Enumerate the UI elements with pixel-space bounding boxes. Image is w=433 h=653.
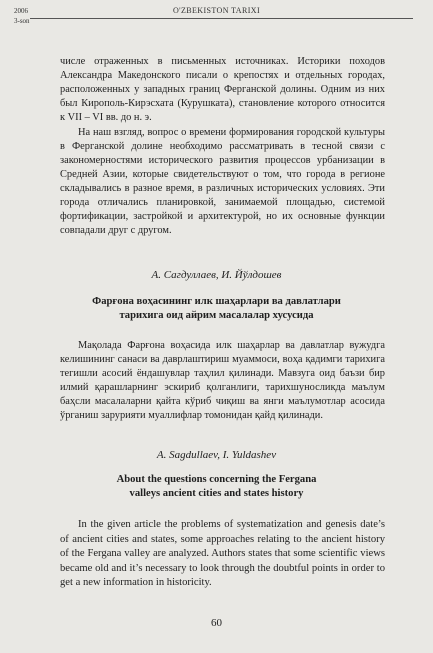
issue-label: 3-son	[14, 17, 30, 25]
english-title-line-1: About the questions concerning the Fergana	[116, 474, 317, 485]
uzbek-title-line-2: тарихига оид айрим масалалар хусусида	[119, 310, 314, 321]
english-title	[40, 473, 393, 501]
russian-text-1: числе отраженных в письменных источниках. Историки походов Александра Македонского писали о крепостях и отдельных городах, расположенных у западных границ Ферганской долины. Одним из них был Кирополь-Кирэсхата (Курушката), становление которого относится к VII – VI вв. до н. э.	[60, 56, 385, 123]
uzbek-abstract	[60, 339, 385, 423]
uzbek-title-line-1: Фарғона воҳасининг илк шаҳарлари ва давлатлари	[92, 296, 341, 307]
journal-title: O'ZBEKISTON TARIXI	[172, 6, 261, 15]
uzbek-title	[40, 295, 393, 323]
russian-text-2: На наш взгляд, вопрос о времени формирования городской культуры в Ферганской долине необходимо рассматривать в тесной связи с закономерностями исторического развития процессов урбанизации в Средней Азии, которые свидетельствуют о том, что города в регионе складывались в разное время, в различных исторических условиях. Эти города отличались планировкой, занимаемой площадью, системой фортификации, застройкой и архитектурой, но их основные функции совпадали друг с другом.	[60, 127, 385, 236]
english-title-line-2: valleys ancient cities and states history	[129, 488, 304, 499]
russian-paragraph-1	[60, 55, 385, 125]
russian-paragraph-2	[60, 126, 385, 238]
english-abstract-text: In the given article the problems of systematization and genesis date’s of ancient cities and states, some approaches relating to the ancient history of the Fergana valley are analyzed. Authors states that some scientific views became old and it’s necessary to look through the doubtful points in order to get a new information in historicity.	[60, 519, 385, 588]
english-abstract	[60, 518, 385, 591]
header-rule	[30, 18, 413, 19]
page-number: 60	[211, 617, 222, 629]
year-label: 2006	[14, 7, 28, 15]
english-authors: A. Sagdullaev, I. Yuldashev	[156, 449, 277, 461]
uzbek-abstract-text: Мақолада Фарғона воҳасида илк шаҳарлар ва давлатлар вужудга келишининг санаси ва даврлаштириш муаммоси, воҳа қадимги тарихига тегишли асосий ёндашувлар таҳлил қилинади. Мавзуга оид баъзи бир илмий қарашларнинг эскириб қолганлиги, тарихшуносликда маълум баҳсли масалаларни қайта кўриб чиқиш ва янги маълумотлар асосида ўрганиш зарурияти муаллифлар томонидан қайд қилинади.	[60, 340, 385, 421]
uzbek-authors: А. Сагдуллаев, И. Йўлдошев	[151, 269, 282, 281]
